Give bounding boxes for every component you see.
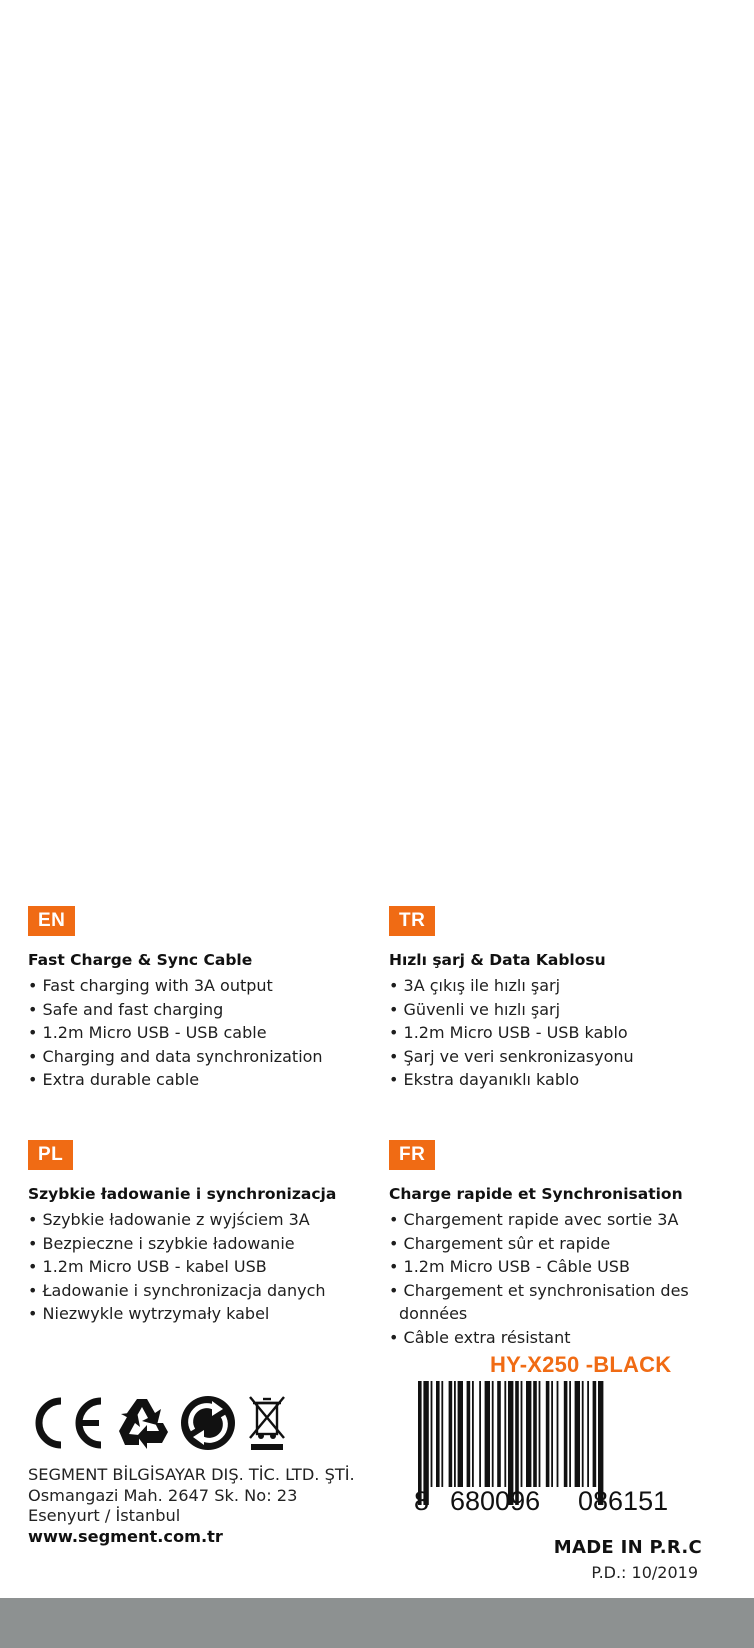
footer-band: [0, 1598, 754, 1648]
model-number: HY-X250 -BLACK: [490, 1352, 672, 1377]
feature-item: • Chargement sûr et rapide: [389, 1233, 611, 1253]
feature-list-en: [28, 974, 388, 1092]
certification-marks: [27, 1393, 287, 1453]
feature-item: • Extra durable cable: [28, 1070, 200, 1090]
feature-list-tr: [389, 974, 749, 1092]
feature-item: • Bezpieczne i szybkie ładowanie: [28, 1233, 295, 1253]
feature-item: • Chargement rapide avec sortie 3A: [389, 1210, 679, 1229]
company-address-line2: Esenyurt / İstanbul: [28, 1506, 181, 1525]
section-en: [28, 906, 388, 1092]
feature-item: • Güvenli ve hızlı şarj: [389, 999, 561, 1019]
section-title-fr: Charge rapide et Synchronisation: [389, 1185, 683, 1203]
feature-item: • Câble extra résistant: [389, 1327, 571, 1347]
feature-item: • Chargement et synchronisation des données: [389, 1280, 689, 1324]
feature-item: • Şarj ve veri senkronizasyonu: [389, 1046, 634, 1066]
feature-item: • 1.2m Micro USB - USB cable: [28, 1023, 267, 1043]
feature-item: • 1.2m Micro USB - USB kablo: [389, 1023, 628, 1043]
company-address-line1: Osmangazi Mah. 2647 Sk. No: 23: [28, 1485, 298, 1505]
barcode-number: [414, 1486, 694, 1518]
section-fr: [389, 1140, 689, 1350]
barcode-first-digit: 8: [414, 1486, 430, 1516]
barcode-right-group: 086151: [578, 1486, 669, 1516]
feature-item: • Charging and data synchronization: [28, 1046, 323, 1066]
language-badge-en: EN: [28, 906, 75, 936]
feature-item: • 1.2m Micro USB - kabel USB: [28, 1257, 267, 1277]
section-title-tr: Hızlı şarj & Data Kablosu: [389, 951, 606, 969]
recycling-icon: [115, 1395, 169, 1451]
section-title-pl: Szybkie ładowanie i synchronizacja: [28, 1185, 337, 1203]
company-name: SEGMENT BİLGİSAYAR DIŞ. TİC. LTD. ŞTİ.: [28, 1465, 355, 1484]
green-dot-icon: [179, 1394, 237, 1452]
production-date: P.D.: 10/2019: [591, 1563, 698, 1582]
barcode-left-group: 680096: [450, 1486, 541, 1516]
feature-list-pl: [28, 1208, 388, 1326]
feature-item: • Fast charging with 3A output: [28, 976, 273, 995]
feature-item: • Ekstra dayanıklı kablo: [389, 1070, 580, 1090]
feature-item: • 1.2m Micro USB - Câble USB: [389, 1257, 630, 1277]
feature-item: • Niezwykle wytrzymały kabel: [28, 1304, 270, 1324]
section-pl: [28, 1140, 388, 1326]
feature-item: • Szybkie ładowanie z wyjściem 3A: [28, 1210, 310, 1229]
section-tr: [389, 906, 749, 1092]
feature-item: • 3A çıkış ile hızlı şarj: [389, 976, 561, 995]
company-website: www.segment.com.tr: [28, 1526, 223, 1546]
section-title-en: Fast Charge & Sync Cable: [28, 951, 253, 969]
made-in-label: MADE IN P.R.C: [553, 1537, 702, 1558]
ce-mark-icon: [27, 1395, 105, 1451]
language-badge-tr: TR: [389, 906, 435, 936]
company-info: [28, 1465, 355, 1547]
feature-item: • Safe and fast charging: [28, 999, 224, 1019]
weee-crossed-bin-icon: [247, 1394, 287, 1452]
feature-item: • Ładowanie i synchronizacja danych: [28, 1280, 326, 1300]
feature-list-fr: [389, 1208, 689, 1350]
language-badge-fr: FR: [389, 1140, 435, 1170]
language-badge-pl: PL: [28, 1140, 73, 1170]
